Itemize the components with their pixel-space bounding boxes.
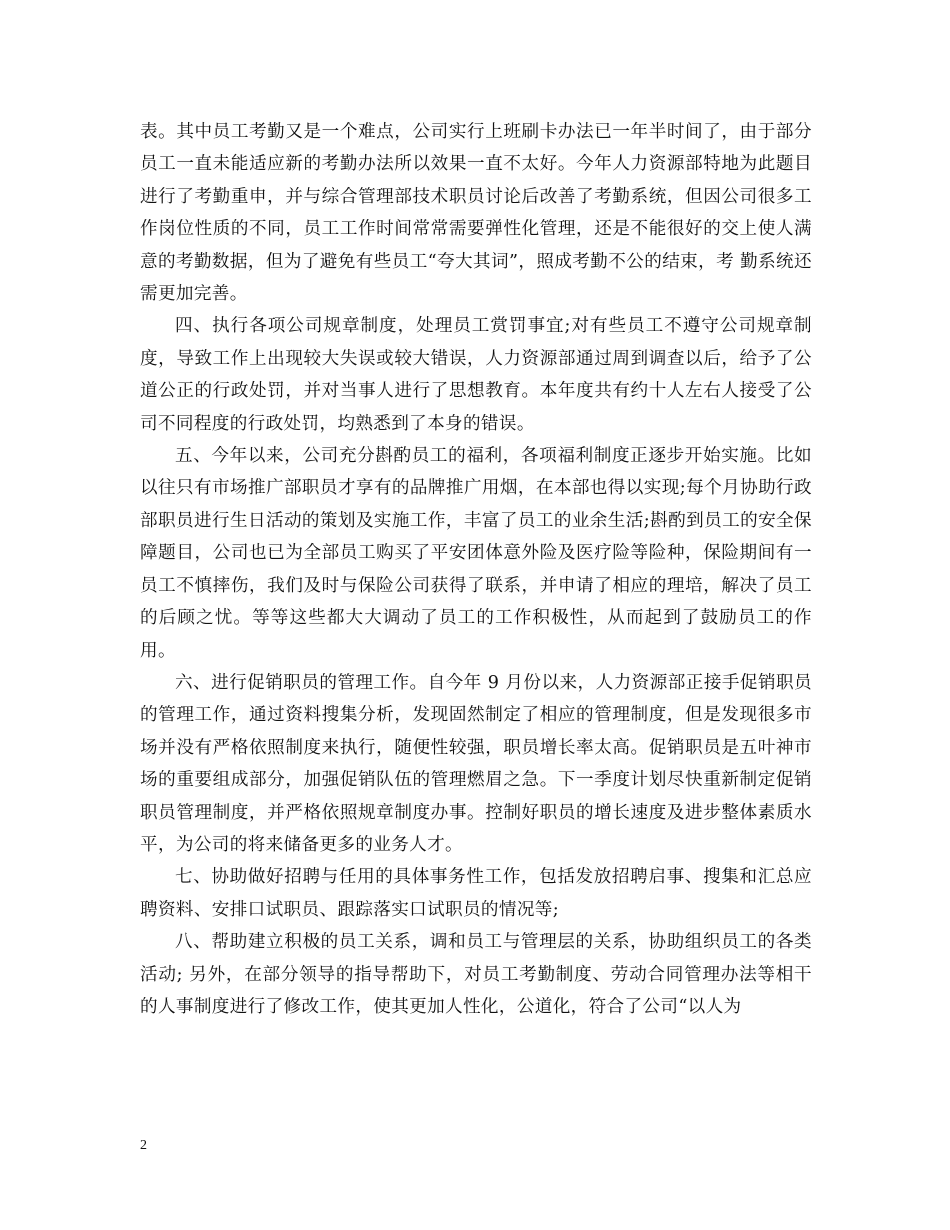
paragraph-attendance-continued: 表。其中员工考勤又是一个难点，公司实行上班刷卡办法已一年半时间了，由于部分员工一直未能适应新的考勤办法所以效果一直不太好。今年人力资源部特地为此题目进行了考勤重申，并与综合管理部技术职员讨论后改善了考勤系统，但因公司很多工作岗位性质的不同，员工工作时间常常需要弹性化管理，还是不能很好的交上使人满意的考勤数据，但为了避免有些员工“夸大其词”，照成考勤不公的结束，考 勤系统还需更加完善。	[140, 122, 812, 305]
paragraph-recruitment-support: 七、协助做好招聘与任用的具体事务性工作，包括发放招聘启事、搜集和汇总应聘资料、安排口试职员、跟踪落实口试职员的情况等;	[140, 867, 812, 920]
page-number: 2	[140, 1138, 147, 1153]
paragraph-rules-enforcement: 四、执行各项公司规章制度，处理员工赏罚事宜;对有些员工不遵守公司规章制度，导致工作上出现较大失误或较大错误，人力资源部通过周到调查以后，给予了公道公正的行政处罚，并对当事人进行了思想教育。本年度共有约十人左右人接受了公司不同程度的行政处罚，均熟悉到了本身的错误。	[140, 316, 812, 434]
paragraph-employee-relations: 八、帮助建立积极的员工关系，调和员工与管理层的关系，协助组织员工的各类活动; 另外，在部分领导的指导帮助下，对员工考勤制度、劳动合同管理办法等相干的人事制度进行了修改工作，使其更加人性化，公道化，符合了公司“以人为	[140, 932, 812, 1017]
document-body	[140, 116, 812, 1023]
paragraph-employee-welfare: 五、今年以来，公司充分斟酌员工的福利，各项福利制度正逐步开始实施。比如以往只有市场推广部职员才享有的品牌推广用烟，在本部也得以实现;每个月协助行政部职员进行生日活动的策划及实施工作，丰富了员工的业余生活;斟酌到员工的安全保障题目，公司也已为全部员工购买了平安团体意外险及医疗险等险种，保险期间有一员工不慎摔伤，我们及时与保险公司获得了联系，并申请了相应的理培，解决了员工的后顾之忧。等等这些都大大调动了员工的工作积极性，从而起到了鼓励员工的作用。	[140, 446, 812, 661]
paragraph-promoter-management: 六、进行促销职员的管理工作。自今年 9 月份以来，人力资源部正接手促销职员的管理工作，通过资料搜集分析，发现固然制定了相应的管理制度，但是发现很多市场并没有严格依照制度来执行，随便性较强，职员增长率太高。促销职员是五叶神市场的重要组成部分，加强促销队伍的管理燃眉之急。下一季度计划尽快重新制定促销职员管理制度，并严格依照规章制度办事。控制好职员的增长速度及进步整体素质水平，为公司的将来储备更多的业务人才。	[140, 672, 812, 855]
